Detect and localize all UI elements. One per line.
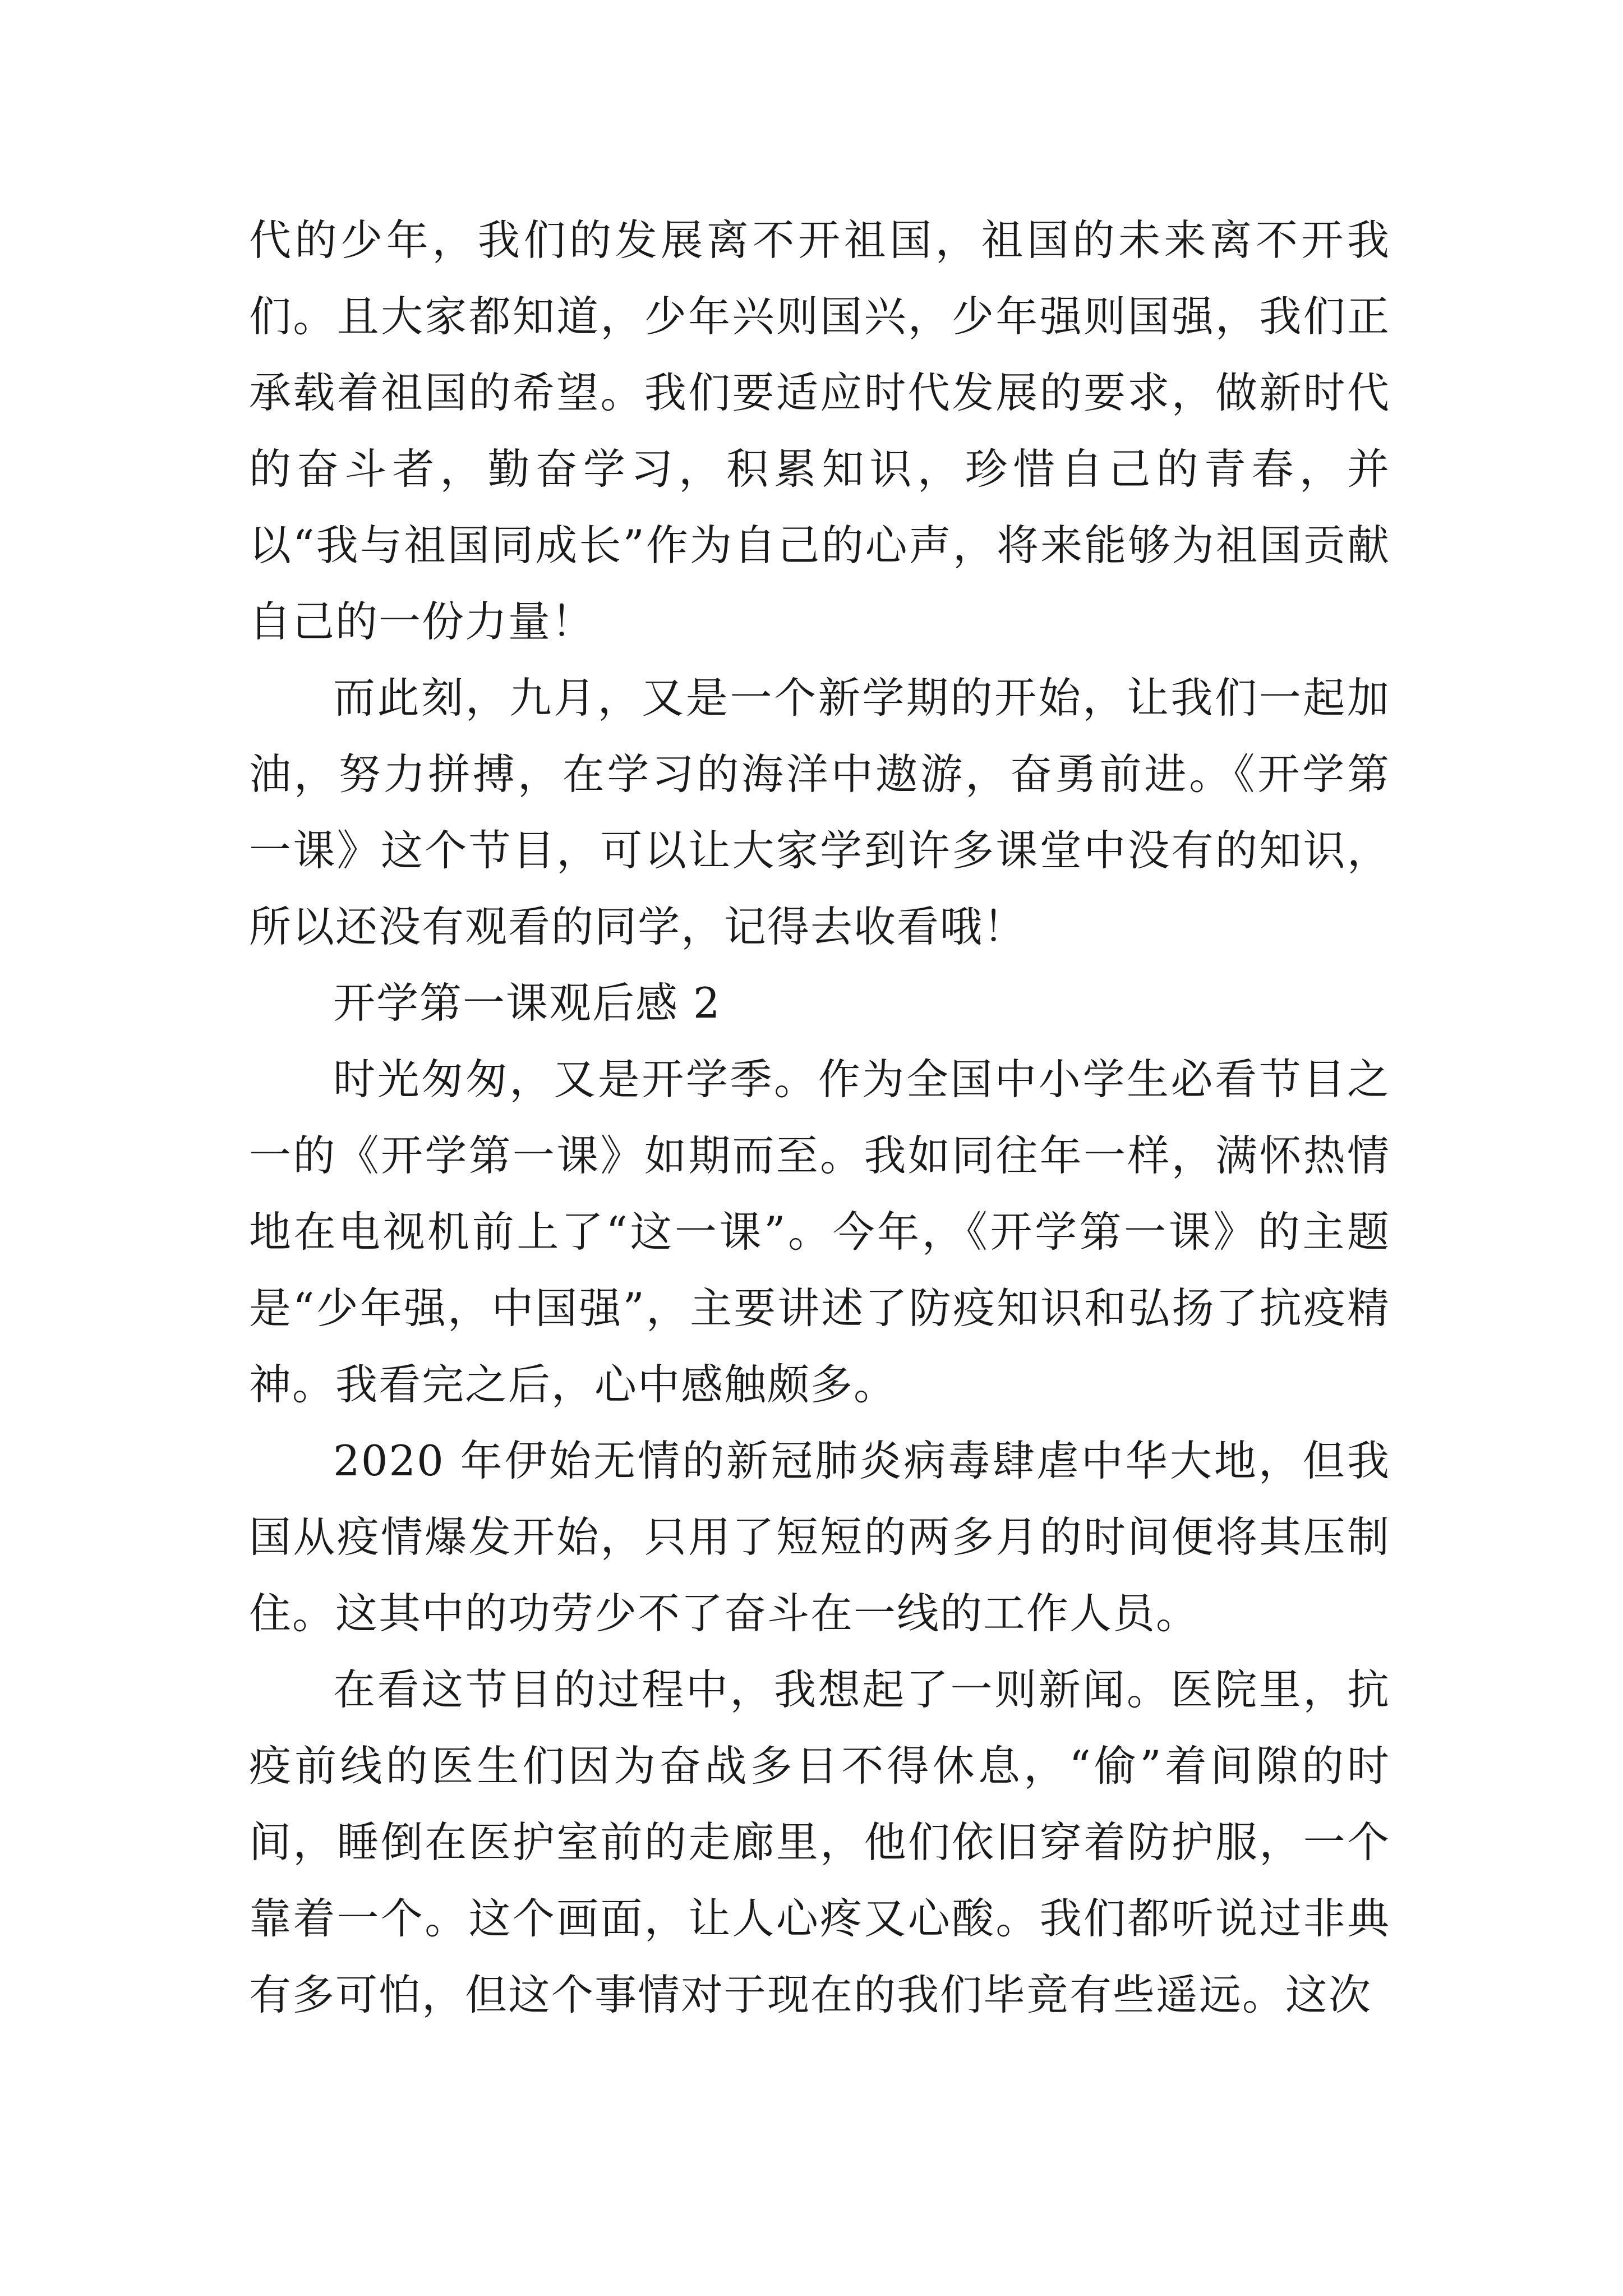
paragraph: 2020 年伊始无情的新冠肺炎病毒肆虐中华大地，但我国从疫情爆发开始，只用了短短的两多月的时间便将其压制住。这其中的功劳少不了奋斗在一线的工作人员。	[249, 1436, 1390, 1638]
paragraph: 代的少年，我们的发展离不开祖国，祖国的未来离不开我们。且大家都知道，少年兴则国兴，少年强则国强，我们正承载着祖国的希望。我们要适应时代发展的要求，做新时代的奋斗者，勤奋学习，积累知识，珍惜自己的青春，并以“我与祖国同成长”作为自己的心声，将来能够为祖国贡献自己的一份力量！	[249, 215, 1390, 646]
paragraph: 而此刻，九月，又是一个新学期的开始，让我们一起加油，努力拼搏，在学习的海洋中遨游，奋勇前进。《开学第一课》这个节目，可以让大家学到许多课堂中没有的知识，所以还没有观看的同学，记得去收看哦！	[249, 673, 1390, 951]
paragraph: 时光匆匆，又是开学季。作为全国中小学生必看节目之一的《开学第一课》如期而至。我如同往年一样，满怀热情地在电视机前上了“这一课”。今年，《开学第一课》的主题是“少年强，中国强”，主要讲述了防疫知识和弘扬了抗疫精神。我看完之后，心中感触颇多。	[249, 1055, 1390, 1409]
section-heading: 开学第一课观后感 2	[333, 978, 721, 1028]
document-body	[249, 202, 1390, 2033]
paragraph: 在看这节目的过程中，我想起了一则新闻。医院里，抗疫前线的医生们因为奋战多日不得休息，“偷”着间隙的时间，睡倒在医护室前的走廊里，他们依旧穿着防护服，一个靠着一个。这个画面，让人心疼又心酸。我们都听说过非典有多可怕，但这个事情对于现在的我们毕竟有些遥远。这次	[249, 1665, 1390, 2019]
